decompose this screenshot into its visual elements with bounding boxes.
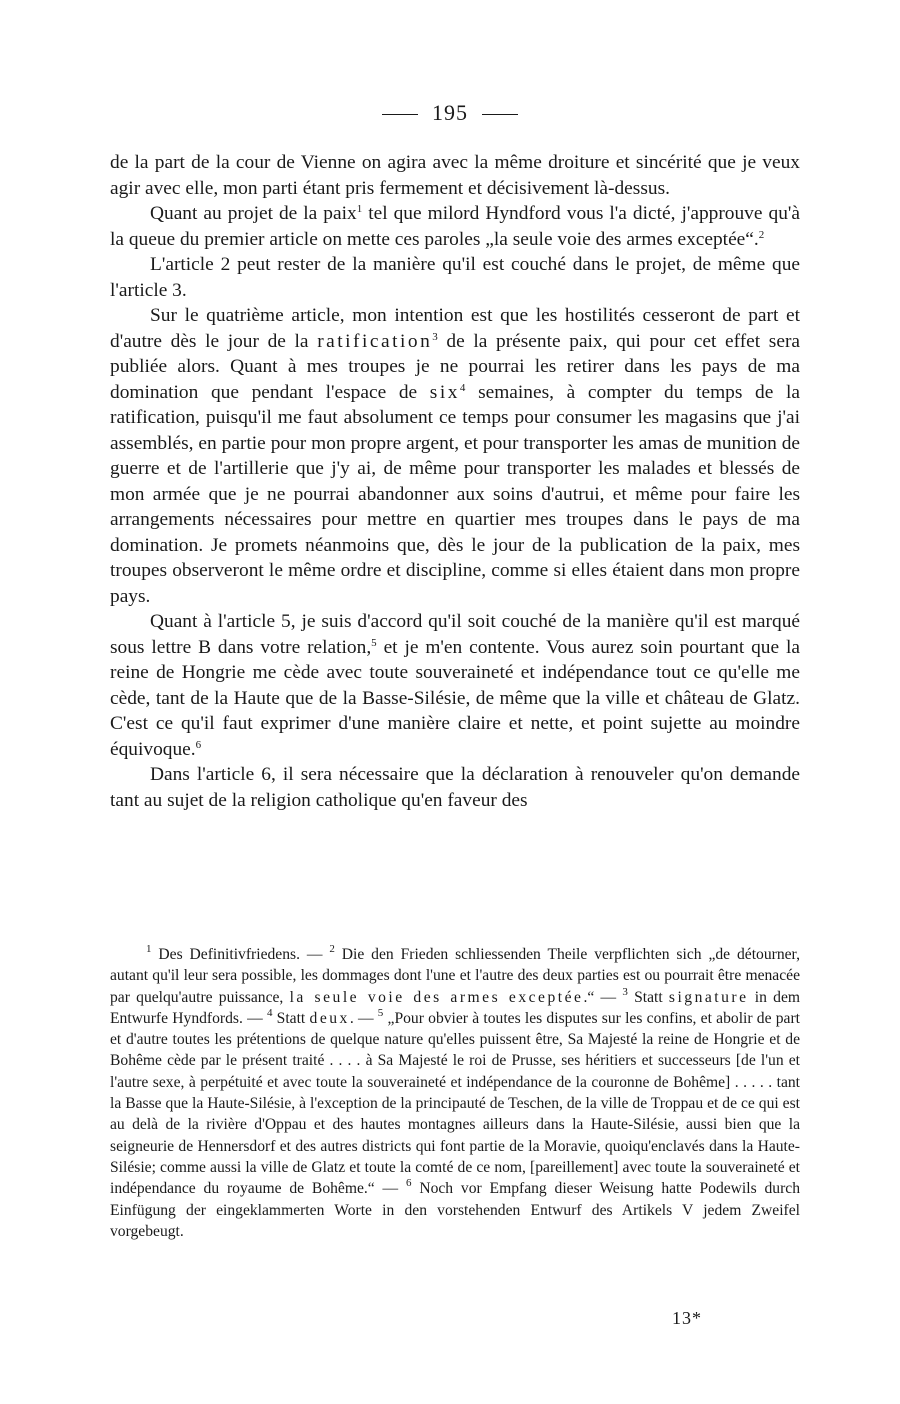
paragraph-6-text: Dans l'article 6, il sera nécessaire que la déclaration à renouveler qu'on demande tant au sujet de la religion catholique qu'en faveur des [110, 764, 800, 811]
paragraph-3 [110, 252, 800, 303]
paragraph-5 [110, 609, 800, 762]
footnote-ref-5: 5 [371, 636, 377, 649]
paragraph-4-text-c: semaines, à compter du temps de la ratification, puisqu'il me faut absolument ce temps pour consumer les magasins que j'ai assemblés, en partie pour mon propre argent, et pour transporter les amas de munition de guerre et de l'artillerie que j'y ai, de même pour transporter les malades et blessés de mon armée que je ne pourrai abandonner aux soins d'autrui, et même pour faire les arrangements nécessaires pour mettre en quartier mes troupes dans le pays de ma domination. Je promets néanmoins que, dès le jour de la publication de la paix, mes troupes observeront le même ordre et discipline, comme si elles étaient dans mon propre pays. [110, 381, 800, 607]
footnote-4-text-b: . — [349, 1009, 378, 1027]
page-header [0, 100, 900, 126]
paragraph-4 [110, 303, 800, 609]
footnotes-block [110, 944, 800, 1242]
paragraph-3-text: L'article 2 peut rester de la manière qu'il est couché dans le projet, de même que l'article 3. [110, 254, 800, 301]
footnote-mark-6: 6 [405, 1177, 412, 1190]
footnote-ref-4: 4 [459, 381, 466, 394]
footnote-mark-2: 2 [329, 943, 335, 955]
footnote-5-text: „Pour obvier à toutes les disputes sur les confins, et abolir de part et d'autre toutes les prétentions de quelque nature qu'elles puissent être, Sa Majesté la reine de Hongrie et de Bohême cède par le présent traité . . . . à Sa Majesté le roi de Prusse, ses héritiers et successeurs [de l'un et l'autre sexe, à perpétuité et avec toute la souveraineté et indépendance de la couronne de Bohême] . . . . . tant la Basse que la Haute-Silésie, à l'exception de la principauté de Teschen, de la ville de Troppau et de ce qui est au delà de la rivière d'Oppau et des hautes montagnes ailleurs dans la Haute-Silésie, aussi bien que la seigneurie de Hennersdorf et des autres districts qui font partie de la Moravie, quoiqu'enclavés dans la Haute-Silésie; comme aussi la ville de Glatz et toute la comté de ce nom, [pareillement] avec toute la souveraineté et indépendance du royaume de Bohême.“ — [110, 1009, 800, 1198]
footnote-ref-3: 3 [432, 330, 438, 343]
paragraph-1 [110, 150, 800, 201]
paragraph-6 [110, 762, 800, 813]
footnote-1-text: Des Definitivfriedens. — [151, 946, 330, 963]
footnote-3-text-b: in dem Entwurfe Hyndfords. — [110, 988, 801, 1027]
paragraph-1-text: de la part de la cour de Vienne on agira avec la même droiture et sincérité que je veux agir avec elle, mon parti étant pris fermement et décisivement là-dessus. [110, 152, 800, 199]
paragraph-2-text-a: Quant au projet de la paix [150, 203, 357, 224]
footnote-mark-5: 5 [377, 1006, 384, 1019]
paragraph-5-text-a: Quant à l'article 5, je suis d'accord qu'il soit couché de la manière qu'il est marqué sous lettre B dans votre relation, [110, 611, 800, 658]
printer-signature-mark: 13* [672, 1308, 702, 1328]
paragraph-2-text-b: tel que milord Hyndford vous l'a dicté, j'approuve qu'à la queue du premier article on mette ces paroles „la seule voie des armes exceptée“. [110, 203, 800, 250]
footnote-4-text-a: Statt [272, 1009, 310, 1027]
footnote-3-spaced: signature [668, 988, 749, 1006]
footnote-4-spaced: deux [309, 1009, 350, 1027]
main-text [110, 150, 800, 813]
paragraph-4-text-b: de la présente paix, qui pour cet effet sera publiée alors. Quant à mes troupes je ne pourrai les retirer dans les pays de ma domination que pendant l'espace de [110, 330, 801, 403]
footnote-ref-1: 1 [356, 203, 363, 215]
footnote-2-text-a: Die den Frieden schliessenden Theile verpflichten sich „de détourner, autant qu'il leur sera possible, les dommages dont l'une et l'autre des deux parties est ou pourrait être menacée par quelqu'autre puissance, [110, 946, 801, 1006]
header-rule-right [482, 114, 518, 115]
footnote-mark-3: 3 [622, 985, 628, 998]
footnote-mark-4: 4 [266, 1006, 273, 1019]
spaced-word-six: six [429, 381, 460, 403]
footnote-6-text: Noch vor Empfang dieser Weisung hatte Podewils durch Einfügung der eingeklammerten Worte in den vorstehenden Entwurf des Artikels V jedem Zweifel vorgebeugt. [110, 1180, 801, 1240]
footnote-mark-1: 1 [146, 943, 152, 955]
footnote-ref-6: 6 [195, 738, 202, 751]
paragraph-4-text-a: Sur le quatrième article, mon intention est que les hostilités cesseront de part et d'autre dès le jour de la [110, 305, 800, 352]
footnotes [110, 944, 800, 1242]
footnote-2-text-b: .“ — [583, 988, 623, 1006]
page-number: 195 [432, 100, 468, 125]
footnote-2-spaced: la seule voie des armes exceptée [289, 988, 584, 1006]
paragraph-2 [110, 201, 800, 252]
paragraph-5-text-b: et je m'en contente. Vous aurez soin pourtant que la reine de Hongrie me cède avec toute souveraineté et indépendance tout ce qu'elle me cède, tant de la Haute que de la Basse-Silésie, de même que la ville et château de Glatz. C'est ce qu'il faut exprimer d'une manière claire et nette, et point sujette au moindre équivoque. [110, 636, 800, 760]
footnote-3-text-a: Statt [627, 988, 669, 1006]
footnote-ref-2: 2 [758, 228, 765, 241]
header-rule-left [382, 114, 418, 115]
spaced-word-ratification: ratification [317, 330, 433, 352]
